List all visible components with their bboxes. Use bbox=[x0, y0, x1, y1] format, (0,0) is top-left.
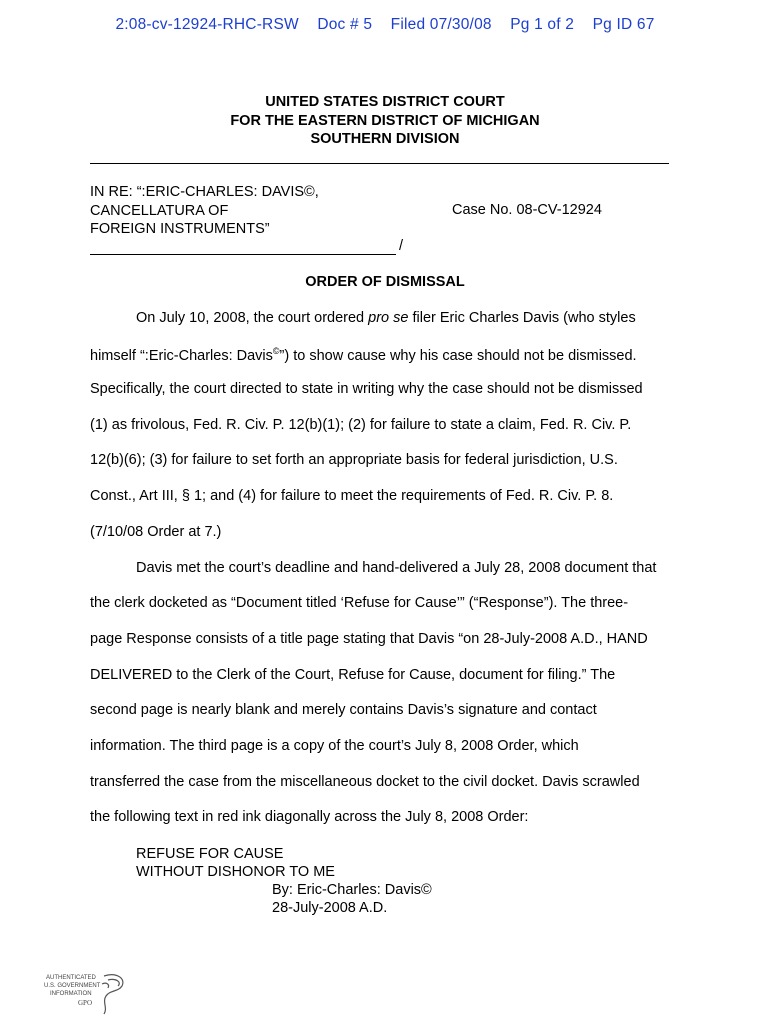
quote-line4: 28-July-2008 A.D. bbox=[272, 900, 388, 916]
para2-line3: page Response consists of a title page stating that Davis “on 28-July-2008 A.D., HAND bbox=[90, 631, 648, 647]
case-caption bbox=[90, 183, 319, 239]
seal-line2: U.S. GOVERNMENT bbox=[44, 983, 101, 989]
para2-line6: information. The third page is a copy of the court’s July 8, 2008 Order, which bbox=[90, 738, 579, 754]
para2-line5: second page is nearly blank and merely contains Davis’s signature and contact bbox=[90, 702, 597, 718]
header-doc: Doc # 5 bbox=[317, 16, 373, 33]
para1-line7: (7/10/08 Order at 7.) bbox=[90, 524, 222, 540]
quote-line1: REFUSE FOR CAUSE bbox=[136, 846, 284, 862]
para1-line1: On July 10, 2008, the court ordered pro se filer Eric Charles Davis (who styles bbox=[136, 310, 636, 326]
para2-line2: the clerk docketed as “Document titled ‘Refuse for Cause’” (“Response”). The three- bbox=[90, 595, 629, 611]
caption-line1: IN RE: “:ERIC-CHARLES: DAVIS©, bbox=[90, 184, 319, 200]
seal-line1: AUTHENTICATED bbox=[46, 975, 96, 981]
caption-line2: CANCELLATURA OF bbox=[90, 202, 229, 219]
caption-slash: / bbox=[399, 238, 404, 254]
quote-line2: WITHOUT DISHONOR TO ME bbox=[136, 864, 335, 880]
para1-line2: himself “:Eric-Charles: Davis©”) to show cause why his case should not be dismissed. bbox=[90, 346, 637, 364]
para2-line8: the following text in red ink diagonally across the July 8, 2008 Order: bbox=[90, 809, 529, 825]
court-heading-line3: SOUTHERN DIVISION bbox=[310, 131, 460, 147]
case-number: Case No. 08-CV-12924 bbox=[452, 202, 602, 218]
eagle-icon bbox=[102, 975, 123, 1014]
court-heading bbox=[0, 93, 770, 149]
seal-line3: INFORMATION bbox=[50, 991, 92, 997]
para2-line1: Davis met the court’s deadline and hand-delivered a July 28, 2008 document that bbox=[136, 560, 657, 576]
para2-line4: DELIVERED to the Clerk of the Court, Refuse for Cause, document for filing.” The bbox=[90, 667, 616, 683]
header-page-id: Pg ID 67 bbox=[592, 16, 655, 33]
para1-line4: (1) as frivolous, Fed. R. Civ. P. 12(b)(1); (2) for failure to state a claim, Fed. R. Civ. P. bbox=[90, 417, 632, 433]
header-page: Pg 1 of 2 bbox=[510, 16, 575, 33]
caption-underline bbox=[90, 254, 396, 255]
filing-header-stamp bbox=[0, 16, 770, 34]
quote-line3: By: Eric-Charles: Davis© bbox=[272, 882, 432, 898]
order-title: ORDER OF DISMISSAL bbox=[305, 274, 465, 290]
heading-divider bbox=[90, 163, 669, 164]
caption-line3: FOREIGN INSTRUMENTS” bbox=[90, 221, 270, 237]
court-heading-line1: UNITED STATES DISTRICT COURT bbox=[265, 94, 505, 110]
para1-line3: Specifically, the court directed to state in writing why the case should not be dismissed bbox=[90, 381, 643, 397]
gpo-authentication-seal bbox=[44, 970, 130, 1016]
header-case-number: 2:08-cv-12924-RHC-RSW bbox=[115, 16, 299, 33]
seal-line4: GPO bbox=[78, 999, 93, 1007]
header-filed: Filed 07/30/08 bbox=[390, 16, 492, 33]
para1-line6: Const., Art III, § 1; and (4) for failure to meet the requirements of Fed. R. Civ. P. 8. bbox=[90, 488, 614, 504]
para1-line5: 12(b)(6); (3) for failure to set forth an appropriate basis for federal jurisdiction, U.S. bbox=[90, 452, 618, 468]
court-heading-line2: FOR THE EASTERN DISTRICT OF MICHIGAN bbox=[230, 112, 540, 129]
para2-line7: transferred the case from the miscellaneous docket to the civil docket. Davis scrawled bbox=[90, 774, 640, 790]
